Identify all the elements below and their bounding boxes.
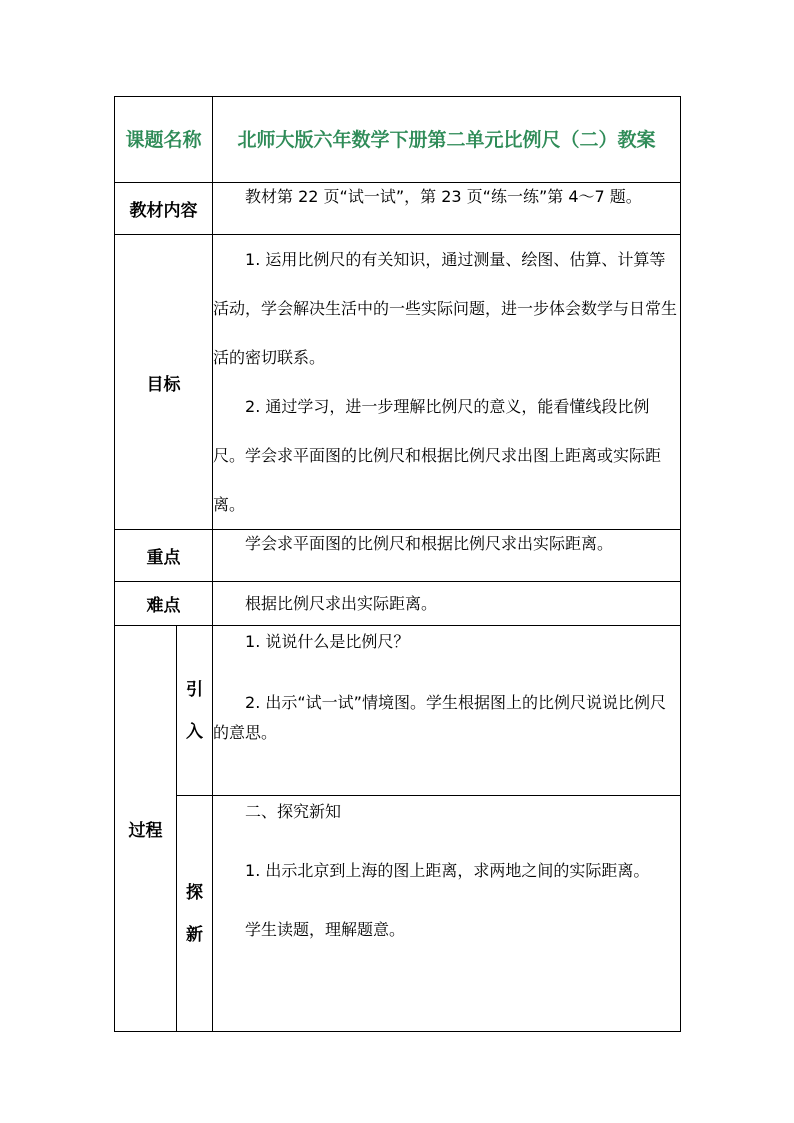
intro-paragraph-1: 1. 说说什么是比例尺？ [245,632,410,651]
materials-cell [213,183,681,235]
explore-cell [213,796,681,1032]
explore-paragraph-1: 二、探究新知 [245,802,342,821]
process-label: 过程 [115,626,177,1032]
explore-paragraph-2: 1. 出示北京到上海的图上距离，求两地之间的实际距离。 [245,861,650,880]
goal-paragraph-2: 2. 通过学习，进一步理解比例尺的意义，能看懂线段比例尺。学会求平面图的比例尺和根据比例尺求出图上距离或实际距离。 [213,397,662,514]
explore-row [115,796,681,1032]
materials-label: 教材内容 [115,183,213,235]
difficulty-label: 难点 [115,582,213,626]
difficulty-row [115,582,681,626]
materials-text: 教材第 22 页“试一试”，第 23 页“练一练”第 4～7 题。 [245,187,642,206]
materials-row [115,183,681,235]
explore-gap-1 [213,826,680,856]
intro-cell [213,626,681,796]
title-row [115,97,681,183]
explore-label-cell [177,796,213,1032]
explore-gap-2 [213,886,680,916]
intro-label: 引入 [186,679,203,742]
title-label: 课题名称 [115,97,213,183]
lesson-title: 北师大版六年数学下册第二单元比例尺（二）教案 [213,97,681,183]
intro-gap [213,656,680,688]
difficulty-text: 根据比例尺求出实际距离。 [245,593,438,613]
intro-paragraph-2: 2. 出示“试一试”情境图。学生根据图上的比例尺说说比例尺的意思。 [213,693,666,742]
explore-paragraph-3: 学生读题，理解题意。 [245,920,406,939]
key-point-cell [213,530,681,582]
explore-label: 探新 [186,882,203,945]
goal-paragraph-1: 1. 运用比例尺的有关知识，通过测量、绘图、估算、计算等活动，学会解决生活中的一些实际问题，进一步体会数学与日常生活的密切联系。 [213,250,678,367]
lesson-plan-table [114,96,681,1032]
goals-row [115,235,681,530]
goals-cell [213,235,681,530]
key-point-label: 重点 [115,530,213,582]
intro-row [115,626,681,796]
intro-label-cell [177,626,213,796]
key-point-text: 学会求平面图的比例尺和根据比例尺求出实际距离。 [245,534,614,553]
goals-label: 目标 [115,235,213,530]
difficulty-cell [213,582,681,626]
key-point-row [115,530,681,582]
